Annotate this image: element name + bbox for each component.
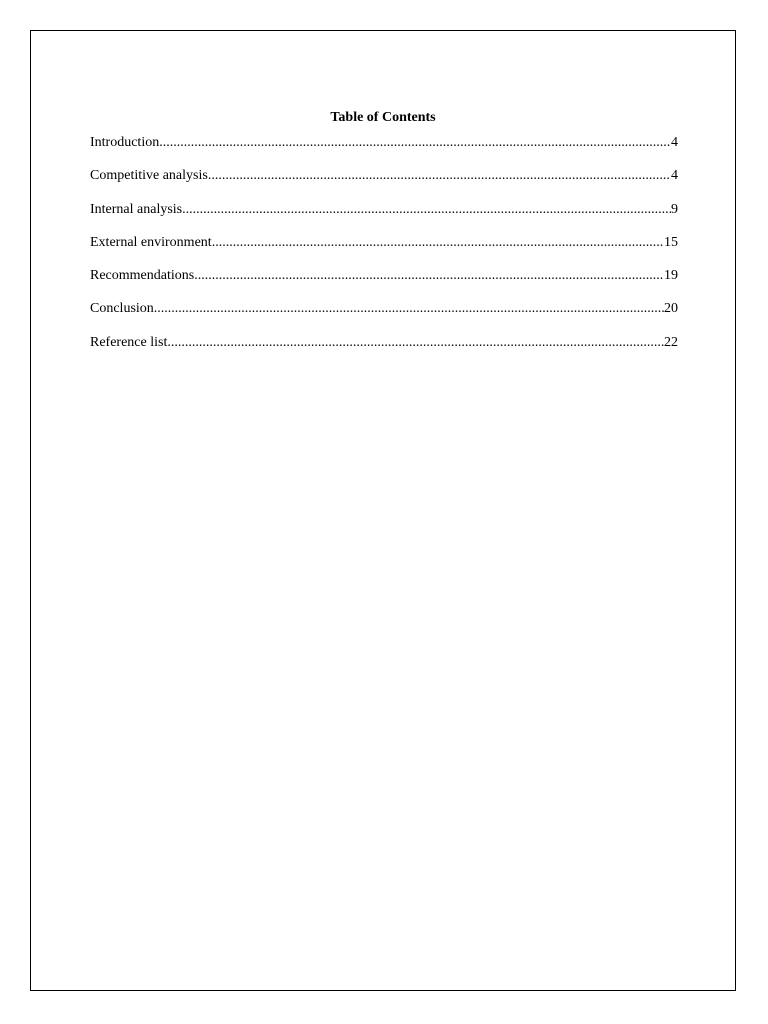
toc-entry-introduction[interactable] bbox=[90, 135, 678, 168]
toc-page-number: 19 bbox=[664, 268, 678, 284]
toc-entry-internal-analysis[interactable] bbox=[90, 202, 678, 235]
toc-page-number: 20 bbox=[664, 301, 678, 317]
toc-page-number: 22 bbox=[664, 334, 678, 350]
toc-entry-label: External environment bbox=[90, 234, 212, 250]
toc-dot-leader bbox=[167, 335, 664, 351]
toc-entry-label: Competitive analysis bbox=[90, 168, 208, 184]
toc-entry-label: Recommendations bbox=[90, 268, 195, 284]
toc-page-number: 9 bbox=[671, 201, 678, 217]
toc-list bbox=[90, 135, 678, 368]
toc-entry-reference-list[interactable] bbox=[90, 335, 678, 368]
toc-title: Table of Contents bbox=[330, 110, 436, 125]
toc-entry-conclusion[interactable] bbox=[90, 301, 678, 334]
toc-entry-recommendations[interactable] bbox=[90, 268, 678, 301]
toc-dot-leader bbox=[194, 268, 664, 284]
toc-dot-leader bbox=[159, 135, 671, 151]
toc-dot-leader bbox=[212, 235, 664, 251]
toc-entry-label: Conclusion bbox=[90, 301, 154, 317]
document-page bbox=[30, 30, 736, 991]
toc-entry-label: Reference list bbox=[90, 334, 168, 350]
toc-page-number: 4 bbox=[671, 135, 678, 150]
toc-dot-leader bbox=[208, 168, 671, 184]
toc-entry-competitive-analysis[interactable] bbox=[90, 168, 678, 201]
toc-dot-leader bbox=[154, 301, 664, 317]
toc-entry-label: Internal analysis bbox=[90, 201, 183, 217]
toc-dot-leader bbox=[182, 202, 671, 218]
toc-page-number: 15 bbox=[664, 234, 678, 250]
toc-entry-external-environment[interactable] bbox=[90, 235, 678, 268]
toc-page-number: 4 bbox=[671, 168, 678, 184]
toc-entry-label: Introduction bbox=[90, 135, 160, 150]
